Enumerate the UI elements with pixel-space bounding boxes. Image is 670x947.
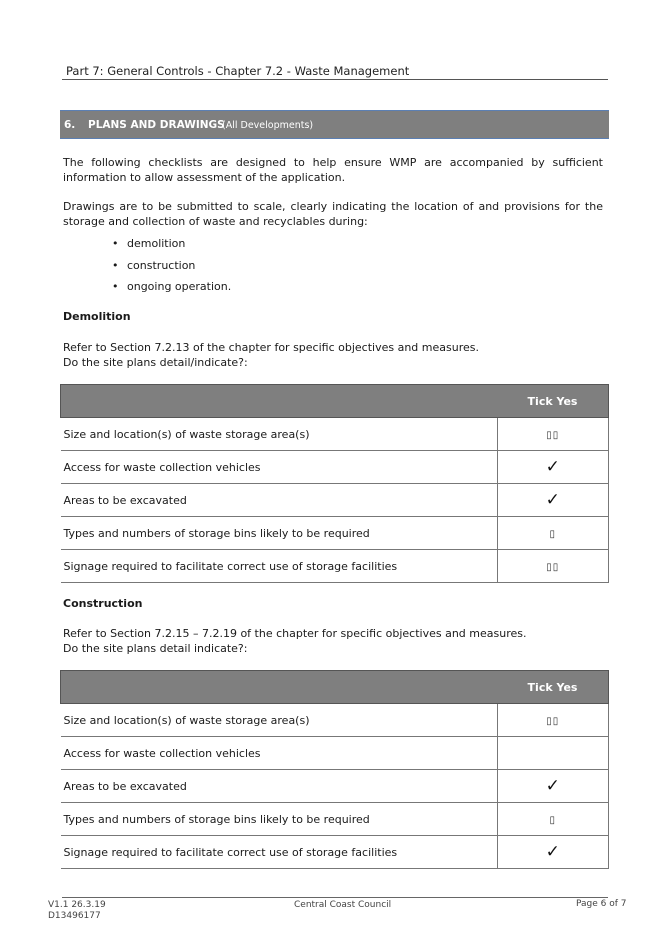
checklist-item: Size and location(s) of waste storage area(s) [61,418,498,451]
empty-box-icon: ▯ [549,815,556,826]
table-header-row [61,671,609,704]
table-row [61,484,609,517]
construction-reference: Refer to Section 7.2.15 – 7.2.19 of the chapter for specific objectives and measures. [63,627,527,640]
page-header-title: Part 7: General Controls - Chapter 7.2 - Waste Management [66,64,410,78]
table-row [61,550,609,583]
checklist-item: Types and numbers of storage bins likely to be required [61,517,498,550]
item-column-header [61,671,498,704]
tick-cell[interactable] [497,737,609,770]
table-row [61,418,609,451]
tick-cell[interactable] [497,451,609,484]
checklist-item: Access for waste collection vehicles [61,737,498,770]
construction-question: Do the site plans detail indicate?: [63,642,248,655]
table-row [61,517,609,550]
demolition-heading: Demolition [63,310,131,323]
checklist-item: Signage required to facilitate correct use of storage facilities [61,836,498,869]
construction-heading: Construction [63,597,143,610]
empty-box-icon: ▯▯ [546,716,560,727]
checkmark-icon: ✓ [545,776,560,796]
tick-cell[interactable] [497,517,609,550]
footer-page-number: Page 6 of 7 [576,899,627,909]
intro-paragraph-2: Drawings are to be submitted to scale, clearly indicating the location of and provisions for the storage and collection of waste and recyclables during: [63,200,603,228]
footer-divider [62,897,608,898]
demolition-checklist-table [60,384,609,583]
checkmark-icon: ✓ [545,490,560,510]
tick-cell[interactable] [497,484,609,517]
checklist-item: Size and location(s) of waste storage area(s) [61,704,498,737]
footer-doc-id: D13496177 [48,911,101,921]
section-heading-bar [60,110,609,139]
tick-cell[interactable] [497,770,609,803]
header-divider [62,79,608,80]
checkmark-icon: ✓ [545,842,560,862]
demolition-reference: Refer to Section 7.2.13 of the chapter for specific objectives and measures. [63,341,479,354]
table-row [61,803,609,836]
table-row [61,704,609,737]
tick-yes-column-header: Tick Yes [497,671,609,704]
intro-paragraph-1: The following checklists are designed to help ensure WMP are accompanied by sufficient information to allow assessment of the application. [63,156,603,184]
table-row [61,737,609,770]
checklist-item: Types and numbers of storage bins likely to be required [61,803,498,836]
checklist-item: Areas to be excavated [61,484,498,517]
table-row [61,451,609,484]
footer-council: Central Coast Council [294,900,392,910]
section-subtitle: (All Developments) [222,120,314,131]
table-row [61,836,609,869]
empty-box-icon: ▯▯ [546,430,560,441]
tick-cell[interactable] [497,836,609,869]
tick-cell[interactable] [497,418,609,451]
tick-cell[interactable] [497,803,609,836]
item-column-header [61,385,498,418]
tick-cell[interactable] [497,550,609,583]
checklist-item: Areas to be excavated [61,770,498,803]
section-title: PLANS AND DRAWINGS [88,119,225,131]
tick-yes-column-header: Tick Yes [497,385,609,418]
table-row [61,770,609,803]
construction-checklist-table [60,670,609,869]
checklist-item: Signage required to facilitate correct use of storage facilities [61,550,498,583]
tick-cell[interactable] [497,704,609,737]
checklist-item: Access for waste collection vehicles [61,451,498,484]
checkmark-icon: ✓ [545,457,560,477]
empty-box-icon: ▯▯ [546,562,560,573]
table-header-row [61,385,609,418]
demolition-question: Do the site plans detail/indicate?: [63,356,248,369]
empty-box-icon: ▯ [549,529,556,540]
section-number: 6. [64,119,76,131]
footer-version: V1.1 26.3.19 [48,900,106,910]
